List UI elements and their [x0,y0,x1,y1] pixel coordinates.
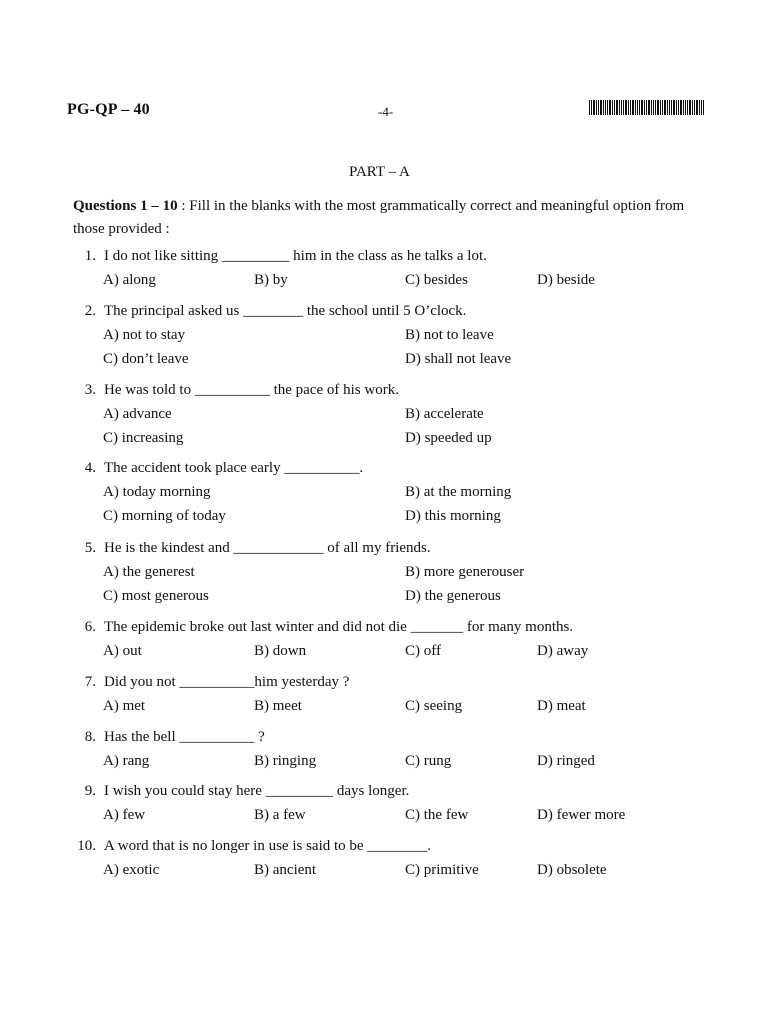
option-a: A) met [103,698,146,714]
option-b: B) not to leave [405,327,494,343]
instructions-heading: Questions 1 – 10 [73,198,178,214]
question-number: 3. [84,382,96,398]
question-text: The epidemic broke out last winter and did not die _______ for many months. [104,619,574,635]
paper-code: PG-QP – 40 [67,101,150,118]
option-a: A) few [103,807,146,823]
option-d: D) beside [537,272,595,288]
option-b: B) at the morning [405,484,512,500]
option-c: C) off [405,643,441,659]
question-number: 9. [84,783,96,799]
question-text: He is the kindest and ____________ of all my friends. [104,540,431,556]
option-b: B) by [254,272,288,288]
question-number: 2. [84,303,96,319]
option-b: B) down [254,643,307,659]
question-text: Did you not __________him yesterday ? [104,674,350,690]
option-d: D) the generous [405,588,501,604]
question-text: Has the bell __________ ? [104,729,265,745]
option-c: C) the few [405,807,469,823]
option-c: C) primitive [405,862,479,878]
question-number: 1. [84,248,96,264]
option-d: D) ringed [537,753,595,769]
option-c: C) most generous [103,588,209,604]
question-number: 6. [84,619,96,635]
option-b: B) more generouser [405,564,525,580]
option-d: D) shall not leave [405,351,512,367]
option-b: B) accelerate [405,406,484,422]
option-d: D) obsolete [537,862,607,878]
option-d: D) this morning [405,508,501,524]
question-text: He was told to __________ the pace of his work. [104,382,399,398]
option-a: A) advance [103,406,172,422]
option-c: C) morning of today [103,508,226,524]
question-text: A word that is no longer in use is said to be ________. [104,838,432,854]
question-number: 8. [84,729,96,745]
option-c: C) seeing [405,698,463,714]
question-text: The accident took place early __________. [104,460,364,476]
option-a: A) along [103,272,156,288]
question-number: 5. [84,540,96,556]
option-a: A) out [103,643,142,659]
option-b: B) ringing [254,753,317,769]
option-d: D) meat [537,698,586,714]
option-d: D) away [537,643,589,659]
question-number: 7. [84,674,96,690]
part-title: PART – A [349,164,410,180]
question-number: 4. [84,460,96,476]
option-c: C) increasing [103,430,184,446]
option-c: C) besides [405,272,468,288]
option-a: A) exotic [103,862,160,878]
option-d: D) fewer more [537,807,626,823]
question-text: The principal asked us ________ the school until 5 O’clock. [104,303,467,319]
instructions [73,195,693,241]
option-a: A) rang [103,753,150,769]
question-number: 10. [77,838,96,854]
question-text: I do not like sitting _________ him in the class as he talks a lot. [104,248,487,264]
option-b: B) a few [254,807,306,823]
instructions-text: : Fill in the blanks with the most grammatically correct and meaningful option from those provided : [73,198,685,237]
option-d: D) speeded up [405,430,492,446]
page-number: -4- [378,104,394,119]
option-a: A) the generest [103,564,195,580]
question-text: I wish you could stay here _________ days longer. [104,783,410,799]
option-a: A) not to stay [103,327,186,343]
option-a: A) today morning [103,484,211,500]
option-c: C) rung [405,753,452,769]
option-b: B) ancient [254,862,317,878]
barcode [589,100,704,115]
option-b: B) meet [254,698,302,714]
option-c: C) don’t leave [103,351,189,367]
